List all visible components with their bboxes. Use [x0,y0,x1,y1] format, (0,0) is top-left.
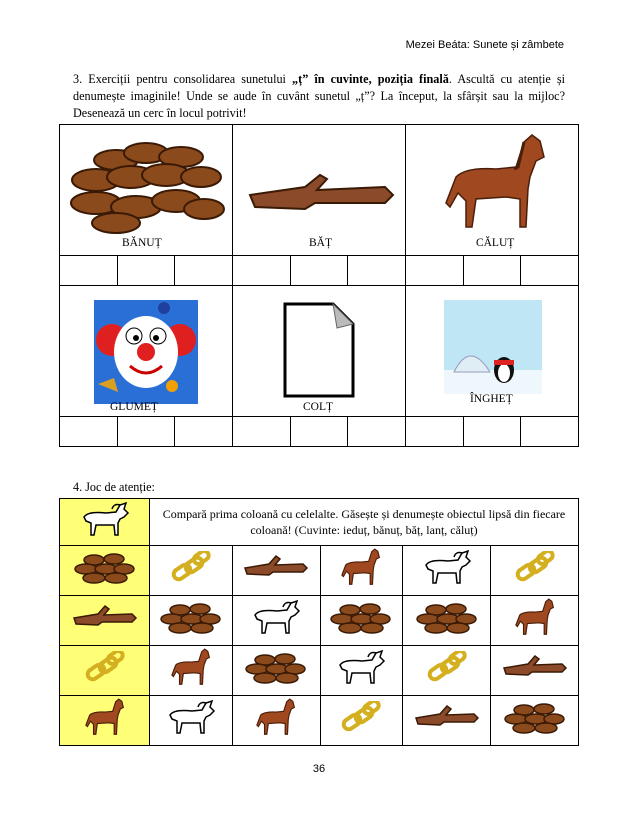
coins-icon [330,601,392,640]
goat-icon [249,599,303,642]
table-cell[interactable] [320,646,403,696]
table-row [60,546,579,596]
horse-icon [338,546,384,595]
coins-icon [160,601,222,640]
table-cell[interactable] [403,546,491,596]
table-cell [60,646,150,696]
table-cell[interactable] [320,696,403,746]
position-box[interactable] [290,256,348,286]
position-box[interactable] [405,256,463,286]
table-cell [60,596,150,646]
table-cell[interactable] [150,696,233,746]
table-cell[interactable] [403,596,491,646]
table-cell[interactable] [491,596,579,646]
stick-icon [502,653,568,688]
position-box[interactable] [232,417,290,447]
table-cell[interactable] [232,696,320,746]
table-cell[interactable] [403,646,491,696]
position-box[interactable] [348,256,406,286]
position-box[interactable] [348,417,406,447]
word-label: ÎNGHEȚ [469,393,513,405]
table-cell [60,546,150,596]
stick-cell [232,125,405,256]
table-cell[interactable] [403,696,491,746]
page-header: Mezei Beáta: Sunete și zâmbete [405,39,564,51]
table-cell[interactable] [232,596,320,646]
table-cell [60,696,150,746]
goat-icon [334,649,388,692]
table-cell[interactable] [232,646,320,696]
chain-icon [339,701,383,740]
position-box[interactable] [521,256,579,286]
table-cell[interactable] [491,696,579,746]
table-row [60,696,579,746]
horse-icon [512,596,558,645]
header-icon-cell [60,499,150,546]
horse-cell [405,125,578,256]
table-cell[interactable] [320,596,403,646]
word-label: BĂNUȚ [122,237,162,249]
stick-icon [414,703,480,738]
page-number: 36 [312,763,326,775]
table-cell[interactable] [232,546,320,596]
chain-icon [425,651,469,690]
coins-icon [504,701,566,740]
exercise-4-instruction: Compară prima coloană cu celelalte. Găsește și denumește obiectul lipsă din fiecare coloană! (Cuvinte: ieduț, bănuț, băț, lanț, căluț) [150,499,579,546]
word-label: COLȚ [302,401,333,413]
position-box[interactable] [463,256,521,286]
exercise-4-table [59,498,579,746]
horse-icon [168,646,214,695]
goat-icon [78,501,132,544]
clown-image [94,300,198,404]
word-label: GLUMEȚ [110,401,158,413]
word-label: CĂLUȚ [475,237,515,249]
coins-image [66,135,226,235]
goat-icon [420,549,474,592]
stick-icon [243,553,309,588]
exercise-3-instructions: 3. Exerciții pentru consolidarea sunetului „ț” în cuvinte, poziția finală. Ascultă cu atenție și denumește imaginile! Unde se aude în cuvânt sunetul „ț”? La început, la sfârșit sau la mijloc? Desenează un cerc în locul potrivit! [73,72,566,120]
table-cell[interactable] [150,646,233,696]
position-box[interactable] [405,417,463,447]
table-row [60,646,579,696]
table-cell[interactable] [491,546,579,596]
position-box[interactable] [232,256,290,286]
exercise-4-title: 4. Joc de atenție: [73,480,155,494]
goat-icon [164,699,218,742]
coins-icon [416,601,478,640]
table-cell[interactable] [491,646,579,696]
coins-icon [245,651,307,690]
position-box[interactable] [117,417,175,447]
horse-image [436,127,556,242]
position-box[interactable] [290,417,348,447]
folded-page-image [279,300,359,400]
chain-icon [169,551,213,590]
exercise-3-table [59,124,579,447]
table-cell[interactable] [150,596,233,646]
table-cell[interactable] [150,546,233,596]
table-row [60,596,579,646]
table-cell[interactable] [320,546,403,596]
word-label: BĂȚ [308,237,332,249]
position-box[interactable] [521,417,579,447]
chain-icon [513,551,557,590]
stick-icon [72,603,138,638]
position-box[interactable] [175,417,233,447]
corner-cell [232,286,405,417]
position-box[interactable] [60,256,118,286]
coins-icon [74,551,136,590]
exercise-number: 3. [73,72,83,86]
horse-icon [253,696,299,745]
coins-cell [60,125,233,256]
position-box[interactable] [60,417,118,447]
chain-icon [83,651,127,690]
freeze-cell [405,286,578,417]
stick-image [245,165,395,225]
horse-icon [82,696,128,745]
clown-cell [60,286,233,417]
position-box[interactable] [117,256,175,286]
position-box[interactable] [463,417,521,447]
position-box[interactable] [175,256,233,286]
winter-image [444,300,542,394]
